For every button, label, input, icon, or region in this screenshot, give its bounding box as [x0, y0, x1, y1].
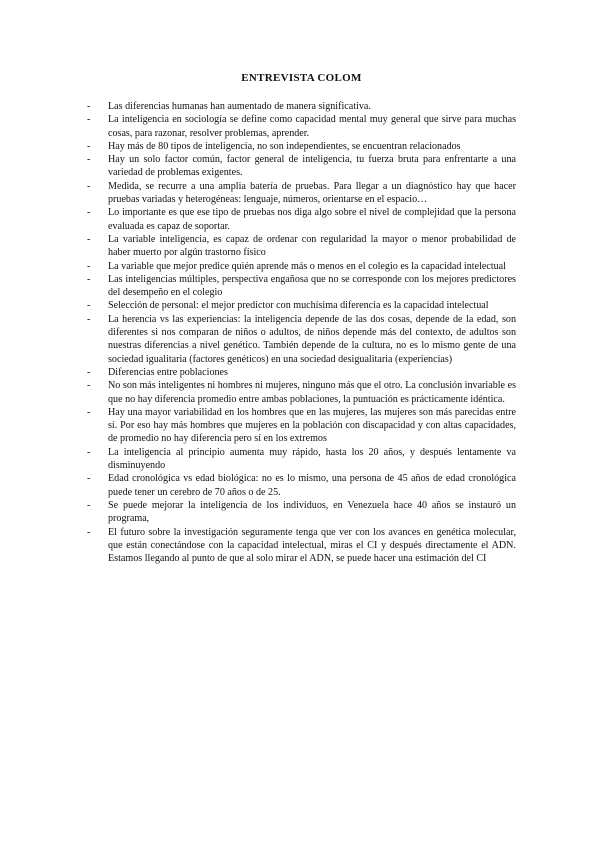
list-item-text: La variable que mejor predice quién aprende más o menos en el colegio es la capacidad intelectual [108, 260, 506, 272]
bullet-dash: - [87, 526, 91, 538]
bullet-dash: - [87, 300, 91, 312]
list-item [87, 113, 516, 140]
bullet-dash: - [87, 260, 91, 272]
list-item-text: Las inteligencias múltiples, perspectiva engañosa que no se corresponde con los mejores predictores del desempeño en el colegio [108, 273, 516, 299]
list-item-text: La herencia vs las experiencias: la inteligencia depende de las dos cosas, depende de la edad, son diferentes si nos comparan de niños o adultos, de niños depende más del contexto, de adultos son nuestras diferencias a nivel genético. También depende de la cultura, no es lo mismo gente de una sociedad igualitaria (factores genéticos) en una sociedad desigualitaria (experiencias) [108, 313, 516, 365]
list-item [87, 100, 516, 113]
list-item-text: Hay una mayor variabilidad en los hombres que en las mujeres, las mujeres son más parecidas entre sí. Por eso hay más hombres que mujeres en la población con discapacidad y con altas capacidades, de promedio no hay diferencia pero sí en los extremos [108, 406, 516, 445]
list-item [87, 313, 516, 366]
bullet-dash: - [87, 101, 91, 112]
bullet-dash: - [87, 406, 91, 418]
list-item-text: La inteligencia al principio aumenta muy rápido, hasta los 20 años, y después lentamente va disminuyendo [108, 446, 516, 472]
list-item-text: Las diferencias humanas han aumentado de manera significativa. [108, 101, 371, 112]
list-item [87, 406, 516, 446]
bullet-dash: - [87, 366, 91, 378]
list-item [87, 233, 516, 260]
list-item-text: El futuro sobre la investigación seguramente tenga que ver con los avances en genética molecular, que están conectándose con la capacidad intelectual, miras el CI y después directamente el ADN. Estamos llegando al punto de que al solo mirar el ADN, se puede hacer una estimación del CI [108, 526, 516, 565]
list-item-text: Lo importante es que ese tipo de pruebas nos diga algo sobre el nivel de complejidad que la persona evaluada es capaz de soportar. [108, 207, 516, 232]
list-item [87, 472, 516, 499]
bullet-dash: - [87, 313, 91, 325]
list-item-text: Hay un solo factor común, factor general de inteligencia, tu fuerza bruta para enfrentarte a una variedad de problemas exigentes. [108, 154, 516, 179]
list-item-text: La variable inteligencia, es capaz de ordenar con regularidad la mayor o menor probabilidad de haber muerto por algún trastorno físico [108, 233, 516, 259]
list-item [87, 140, 516, 153]
bullet-dash: - [87, 180, 91, 192]
list-item [87, 379, 516, 406]
list-item-text: Medida, se recurre a una amplia batería de pruebas. Para llegar a un diagnóstico hay que hacer pruebas variadas y heterogéneas: lenguaje, números, orientarse en el espacio… [108, 180, 516, 206]
bullet-dash: - [87, 114, 91, 126]
bullet-dash: - [87, 273, 91, 285]
list-item-text: No son más inteligentes ni hombres ni mujeres, ninguno más que el otro. La conclusión invariable es que no hay diferencia promedio entre ambas poblaciones, la puntuación es prácticamente idéntica. [108, 380, 516, 405]
bullet-dash: - [87, 446, 91, 458]
bullet-dash: - [87, 140, 91, 152]
bullet-dash: - [87, 207, 91, 219]
list-item [87, 153, 516, 180]
list-item [87, 299, 516, 312]
bullet-dash: - [87, 154, 91, 166]
document-title: ENTREVISTA COLOM [241, 72, 362, 84]
list-item [87, 273, 516, 300]
list-item-text: Hay más de 80 tipos de inteligencia, no son independientes, se encuentran relacionados [108, 140, 461, 152]
list-item [87, 526, 516, 566]
list-item-text: La inteligencia en sociología se define como capacidad mental muy general que sirve para muchas cosas, para razonar, resolver problemas, aprender. [108, 114, 516, 139]
list-item [87, 366, 516, 379]
list-item [87, 206, 516, 233]
bullet-dash: - [87, 473, 91, 485]
list-item-text: Se puede mejorar la inteligencia de los individuos, en Venezuela hace 40 años se instauró un programa, [108, 499, 516, 525]
list-item [87, 446, 516, 473]
bullet-dash: - [87, 499, 91, 511]
list-item [87, 180, 516, 207]
bullet-list [87, 100, 516, 565]
bullet-dash: - [87, 233, 91, 245]
list-item-text: Selección de personal: el mejor predictor con muchísima diferencia es la capacidad intelectual [108, 300, 489, 312]
list-item-text: Diferencias entre poblaciones [108, 366, 228, 378]
bullet-dash: - [87, 380, 91, 392]
list-item [87, 260, 516, 273]
list-item [87, 499, 516, 526]
list-item-text: Edad cronológica vs edad biológica: no es lo mismo, una persona de 45 años de edad cronológica puede tener un cerebro de 70 años o de 25. [108, 473, 516, 498]
